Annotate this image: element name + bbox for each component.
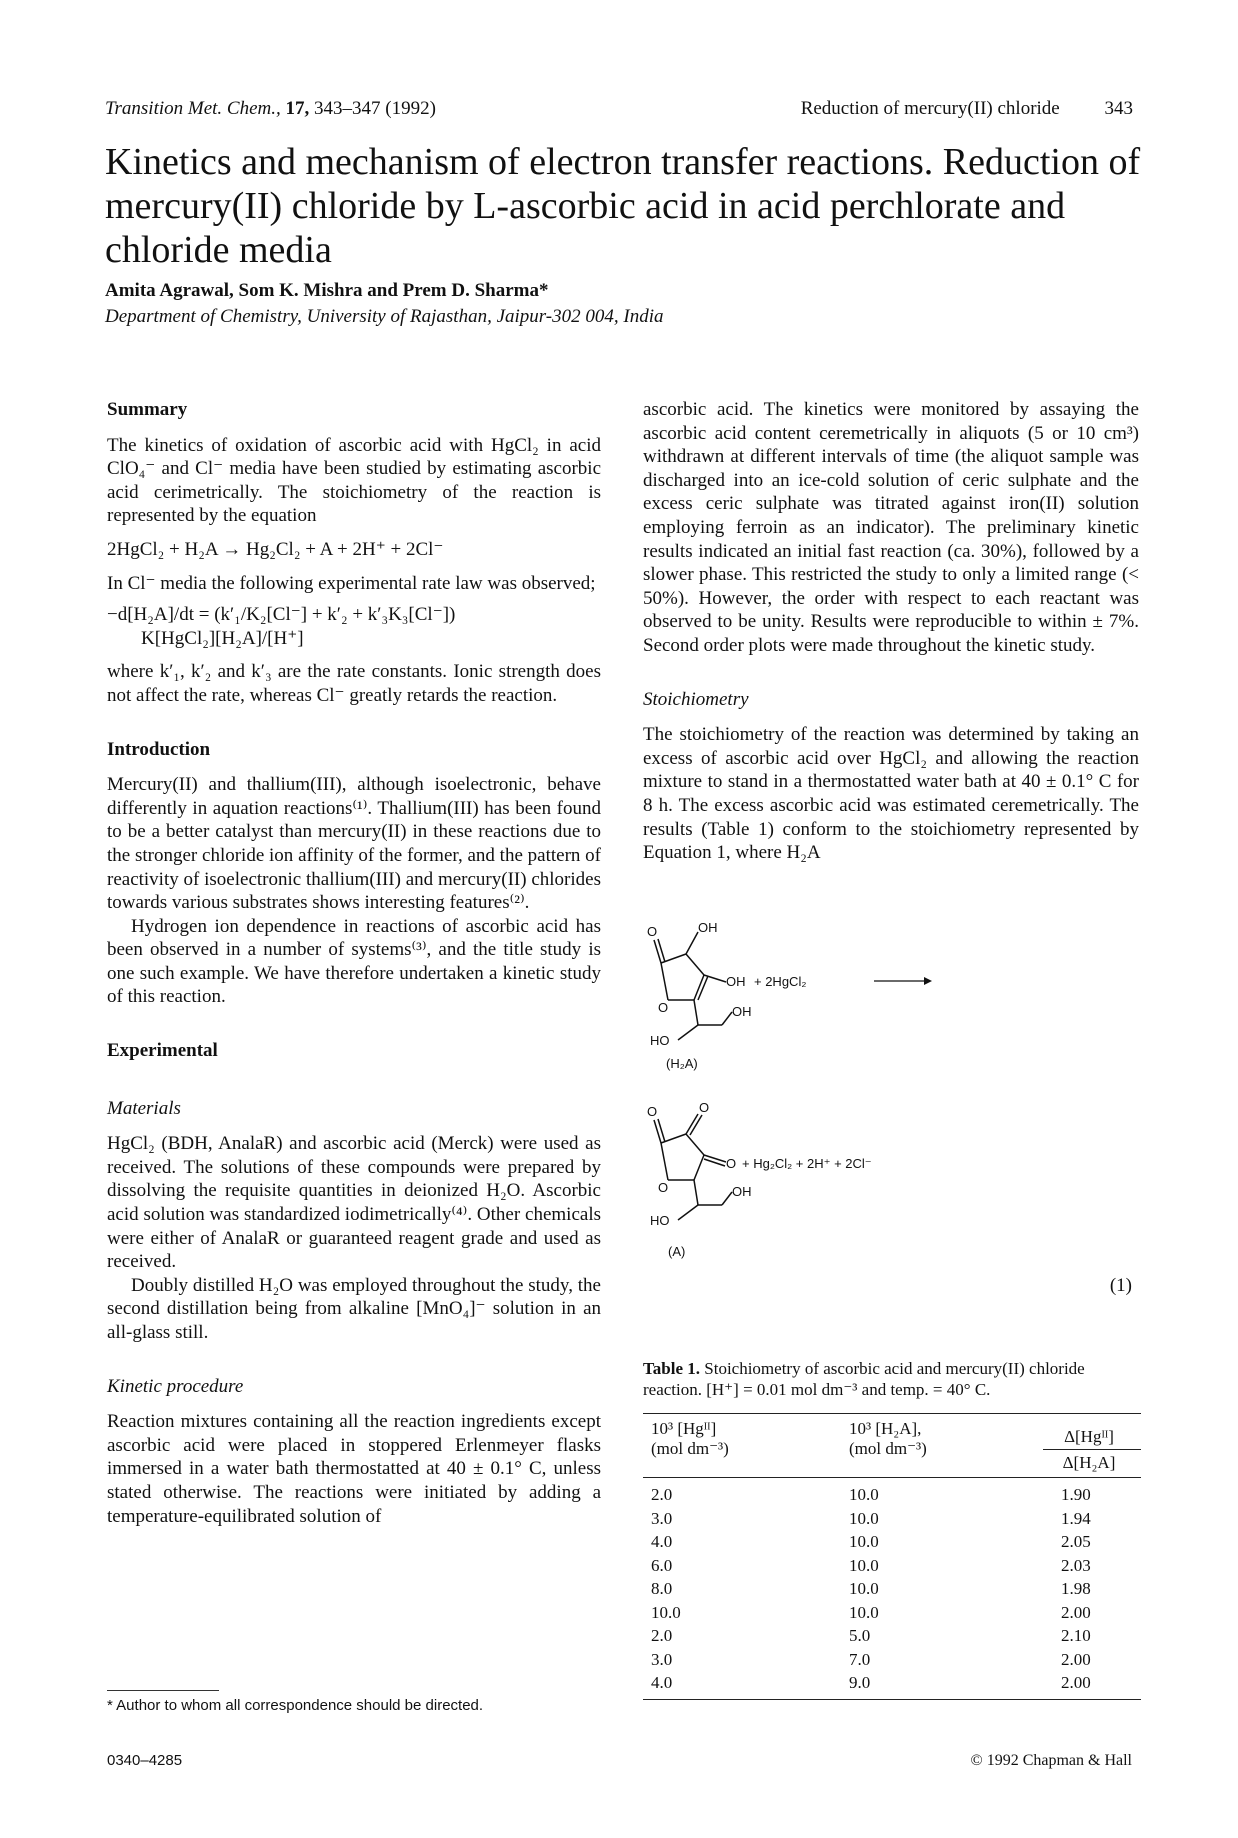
table-cell: 3.0 — [651, 1649, 673, 1669]
table-cell: 7.0 — [849, 1649, 871, 1669]
table-cell: 2.05 — [1061, 1532, 1091, 1551]
table-cell: 3.0 — [651, 1508, 673, 1528]
table-cell: 4.0 — [651, 1673, 673, 1692]
table-cell: 2.00 — [1061, 1602, 1091, 1622]
table-row — [643, 1579, 1141, 1599]
table-caption-text: Stoichiometry of ascorbic acid and mercury(II) chloride reaction. [H⁺] = 0.01 mol dm⁻³ and temp. = 40° C. — [643, 1359, 1085, 1399]
table-cell: 8.0 — [651, 1579, 673, 1598]
atom-label: O — [699, 1100, 710, 1115]
footnote-divider — [107, 1690, 219, 1691]
atom-label: O — [658, 1000, 669, 1015]
table-cell: 6.0 — [651, 1555, 673, 1575]
ratio-numerator: Δ[Hgᴵᴵ] — [1064, 1427, 1114, 1446]
table-cell: 1.90 — [1061, 1485, 1091, 1504]
rate-law-line: −d[H₂A]/dt = (k′₁/K₂[Cl⁻] + k′₂ + k′₃K₃[Cl⁻]) — [107, 604, 456, 626]
rate-law-line: K[HgCl₂][H₂A]/[H⁺] — [141, 627, 304, 649]
table-cell: 10.0 — [849, 1508, 879, 1528]
atom-label: OH — [732, 1184, 752, 1199]
table-cell: 10.0 — [849, 1579, 879, 1598]
column-header — [849, 1419, 927, 1459]
running-title: Reduction of mercury(II) chloride — [800, 98, 1060, 119]
rate-law-equation — [107, 603, 601, 650]
compound-label: (A) — [668, 1244, 686, 1259]
journal-citation — [105, 98, 436, 120]
summary-heading: Summary — [107, 399, 188, 420]
atom-label: O — [658, 1180, 669, 1195]
summary-paragraph: where k′₁, k′₂ and k′₃ are the rate constants. Ionic strength does not affect the rate, whereas Cl⁻ greatly retards the reaction. — [107, 661, 601, 706]
table-cell: 2.00 — [1061, 1673, 1091, 1692]
reagent-text: + 2HgCl₂ — [754, 974, 807, 989]
column-header-line: (mol dm⁻³) — [651, 1439, 729, 1458]
table-cell: 9.0 — [849, 1673, 871, 1692]
introduction-heading: Introduction — [107, 738, 211, 760]
article-title: Kinetics and mechanism of electron transfer reactions. Reduction of mercury(II) chloride by L-ascorbic acid in acid perchlorate and chloride media — [105, 141, 1141, 271]
introduction-paragraph: Hydrogen ion dependence in reactions of ascorbic acid has been observed in a number of systems⁽³⁾, and the title study is one such example. We have therefore undertaken a kinetic study of this reaction. — [107, 915, 601, 1008]
stoichiometric-equation: 2HgCl₂ + H₂A → Hg₂Cl₂ + A + 2H⁺ + 2Cl⁻ — [107, 538, 444, 560]
column-header — [651, 1419, 729, 1459]
reaction-arrow-icon — [874, 977, 932, 985]
table-row — [643, 1673, 1141, 1693]
column-header-ratio — [1043, 1453, 1135, 1473]
author-list: Amita Agrawal, Som K. Mishra and Prem D. Sharma* — [105, 280, 549, 301]
table-row — [643, 1650, 1141, 1670]
atom-label: HO — [650, 1033, 670, 1048]
column-header-ratio — [1043, 1427, 1135, 1447]
copyright: © 1992 Chapman & Hall — [970, 1752, 1132, 1769]
summary-paragraph: The kinetics of oxidation of ascorbic acid with HgCl₂ in acid ClO₄⁻ and Cl⁻ media have been studied by estimating ascorbic acid cerimetrically. The stoichiometry of the reaction is represented by the equation — [107, 434, 601, 527]
kinetic-procedure-heading: Kinetic procedure — [107, 1375, 244, 1397]
materials-paragraph: HgCl₂ (BDH, AnalaR) and ascorbic acid (Merck) were used as received. The solutions of these compounds were prepared by dissolving the requisite quantities in deionized H₂O. Ascorbic acid solution was standardized iodimetrically⁽⁴⁾. Other chemicals were either of AnalaR or guaranteed reagent grade and used as received. — [107, 1133, 601, 1273]
atom-label: O — [726, 1156, 737, 1171]
table-row — [643, 1532, 1141, 1552]
column-header-line: 10³ [H₂A], — [849, 1419, 922, 1438]
table-cell: 2.0 — [651, 1485, 673, 1504]
journal-volume: 17, — [285, 98, 310, 119]
right-column — [643, 398, 1139, 865]
table-label: Table 1. — [643, 1359, 701, 1378]
summary-paragraph: In Cl⁻ media the following experimental rate law was observed; — [107, 572, 596, 594]
introduction-paragraph: Mercury(II) and thallium(III), although isoelectronic, behave differently in aquation reactions⁽¹⁾. Thallium(III) has been found to be a better catalyst than mercury(II) in these reactions due to the stronger chloride ion affinity of the former, and the pattern of reactivity of isoelectronic thallium(III) and mercury(II) chlorides towards various substrates shows interesting features⁽²⁾. — [107, 774, 601, 914]
kinetic-paragraph: Reaction mixtures containing all the reaction ingredients except ascorbic acid were placed in stoppered Erlenmeyer flasks immersed in a water bath thermostatted at 40 ± 0.1° C, unless stated otherwise. The reactions were initiated by adding a temperature-equilibrated solution of — [107, 1411, 601, 1527]
table-row — [643, 1485, 1141, 1505]
table-cell: 2.0 — [651, 1626, 673, 1645]
table-cell: 2.00 — [1061, 1649, 1091, 1669]
ratio-denominator: Δ[H₂A] — [1062, 1453, 1116, 1472]
stoichiometry-heading: Stoichiometry — [643, 688, 749, 710]
table-cell: 10.0 — [849, 1485, 879, 1504]
footnote: * Author to whom all correspondence should be directed. — [107, 1697, 484, 1714]
materials-heading: Materials — [107, 1097, 181, 1119]
atom-label: OH — [698, 920, 718, 935]
table-cell: 10.0 — [849, 1602, 879, 1622]
atom-label: O — [647, 1104, 658, 1119]
left-column — [107, 398, 601, 1528]
ascorbic-acid-structure — [654, 932, 732, 1040]
reaction-scheme — [636, 920, 1142, 1260]
table-cell: 1.98 — [1061, 1579, 1091, 1598]
equation-number: (1) — [1109, 1275, 1132, 1296]
table-cell: 2.03 — [1061, 1555, 1091, 1575]
experimental-heading: Experimental — [107, 1040, 218, 1062]
atom-label: OH — [726, 974, 746, 989]
journal-name: Transition Met. Chem., — [105, 98, 281, 119]
atom-label: O — [647, 924, 658, 939]
kinetic-paragraph: ascorbic acid. The kinetics were monitored by assaying the ascorbic acid content ceremetrically in aliquots (5 or 10 cm³) withdrawn at different intervals of time (the aliquot sample was discharged into an ice-cold solution of ceric sulphate and the excess ceric sulphate was titrated against iron(II) solution employing ferroin as an indicator). The preliminary kinetic results indicated an initial fast reaction (ca. 30%), followed by a slower phase. This restricted the study to only a limited range (< 50%). However, the order with respect to each reactant was observed to be unity. Results were reproducible to within ± 7%. Second order plots were made throughout the kinetic study. — [643, 399, 1139, 656]
column-header-line: 10³ [Hgᴵᴵ] — [651, 1419, 717, 1438]
table-cell: 10.0 — [849, 1555, 879, 1575]
table-cell: 2.10 — [1061, 1626, 1091, 1645]
column-header-line: (mol dm⁻³) — [849, 1439, 927, 1458]
table-cell: 10.0 — [651, 1602, 681, 1622]
stoichiometry-paragraph: The stoichiometry of the reaction was determined by taking an excess of ascorbic acid over HgCl₂ and allowing the reaction mixture to stand in a thermostatted water bath at 40 ± 0.1° C for 8 h. The excess ascorbic acid was estimated ceremetrically. The results (Table 1) conform to the stoichiometry represented by Equation 1, where H₂A — [643, 724, 1139, 864]
affiliation: Department of Chemistry, University of Rajasthan, Jaipur-302 004, India — [105, 306, 664, 327]
table-cell: 5.0 — [849, 1626, 871, 1645]
table-cell: 10.0 — [849, 1532, 879, 1551]
journal-pages: 343–347 (1992) — [314, 98, 436, 119]
materials-paragraph: Doubly distilled H₂O was employed throughout the study, the second distillation being from alkaline [MnO₄]⁻ solution in an all-glass still. — [107, 1274, 601, 1343]
products-text: + Hg₂Cl₂ + 2H⁺ + 2Cl⁻ — [742, 1156, 872, 1171]
table-caption — [643, 1358, 1141, 1400]
table-row — [643, 1626, 1141, 1646]
dehydroascorbic-acid-structure — [654, 1114, 732, 1220]
table-cell: 1.94 — [1061, 1508, 1091, 1528]
running-header — [801, 98, 1133, 120]
table-row — [643, 1509, 1141, 1529]
issn-code: 0340–4285 — [107, 1752, 183, 1769]
table-row — [643, 1556, 1141, 1576]
page-number: 343 — [1104, 98, 1133, 119]
table-row — [643, 1603, 1141, 1623]
atom-label: HO — [650, 1213, 670, 1228]
compound-label: (H₂A) — [666, 1056, 698, 1071]
table-cell: 4.0 — [651, 1532, 673, 1551]
atom-label: OH — [732, 1004, 752, 1019]
